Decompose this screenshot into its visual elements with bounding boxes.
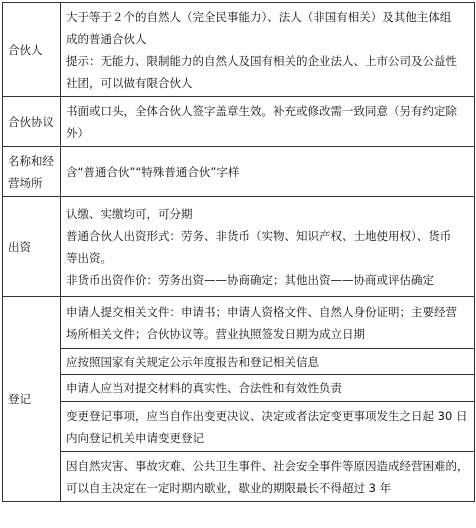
table-row-agreement: [3, 97, 475, 147]
content-line: 普通合伙人出资形式：劳务、非货币（实物、知识产权、土地使用权）、货币: [66, 228, 452, 243]
content-line: 内向登记机关申请变更登记: [66, 430, 204, 445]
table-row-contribution: [3, 197, 475, 297]
table-row-registration-2: [3, 349, 475, 375]
content-line: 成的普通合伙人: [66, 31, 147, 46]
table-row-registration-5: [3, 452, 475, 502]
row-label: 合伙协议: [3, 97, 61, 147]
table-row-partners: [3, 3, 475, 97]
row-label: [3, 147, 61, 197]
content-line: 变更登记事项，应当自作出变更决议、决定或者法定变更事项发生之日起 30 日: [66, 408, 468, 423]
row-content: [61, 97, 475, 147]
content-line: 场所相关文件；合伙协议等。营业执照签发日期为成立日期: [66, 326, 365, 341]
row-content: [61, 452, 475, 502]
content-line: 非货币出资作价：劳务出资——协商确定；其他出资——协商或评估确定: [66, 272, 434, 287]
content-line: 因自然灾害、事故灾难、公共卫生事件、社会安全事件等原因造成经营困难的，: [66, 458, 469, 473]
row-label: 登记: [3, 297, 61, 502]
content-line: 申请人应当对提交材料的真实性、合法性和有效性负责: [66, 381, 342, 395]
row-content: [61, 375, 475, 402]
content-line: 大于等于２个的自然人（完全民事能力）、法人（非国有相关）及其他主体组: [66, 9, 452, 24]
row-content: [61, 297, 475, 349]
label-line: 营场所: [8, 175, 43, 190]
table-row-registration-3: [3, 375, 475, 402]
content-line: 申请人提交相关文件：申请书；申请人资格文件、自然人身份证明；主要经营: [66, 304, 457, 319]
row-content: [61, 197, 475, 297]
content-line: 提示：无能力、限制能力的自然人及国有相关的企业法人、上市公司及公益性: [66, 53, 457, 68]
content-line: 等出资。: [66, 250, 112, 265]
row-label: 出资: [3, 197, 61, 297]
label-line: 名称和经: [8, 153, 54, 168]
content-line: 含“普通合伙”“特殊普通合伙”字样: [66, 164, 240, 179]
content-line: 社团，可以做有限合伙人: [66, 75, 193, 90]
content-line: 可以自主决定在一定时期内歇业，歇业的期限最长不得超过 3 年: [66, 480, 392, 495]
row-content: [61, 349, 475, 375]
content-line: 外）: [66, 125, 89, 140]
content-line: 认缴、实缴均可，可分期: [66, 206, 193, 221]
row-content: [61, 3, 475, 97]
row-label: 合伙人: [3, 3, 61, 97]
row-content: [61, 147, 475, 197]
partnership-table: [2, 2, 475, 502]
table-row-registration-1: [3, 297, 475, 349]
table-row-registration-4: [3, 402, 475, 452]
row-content: [61, 402, 475, 452]
table-row-name-premises: [3, 147, 475, 197]
content-line: 应按照国家有关规定公示年度报告和登记相关信息: [66, 354, 319, 369]
content-line: 书面或口头，全体合伙人签字盖章生效。补充或修改需一致同意（另有约定除: [66, 103, 457, 118]
